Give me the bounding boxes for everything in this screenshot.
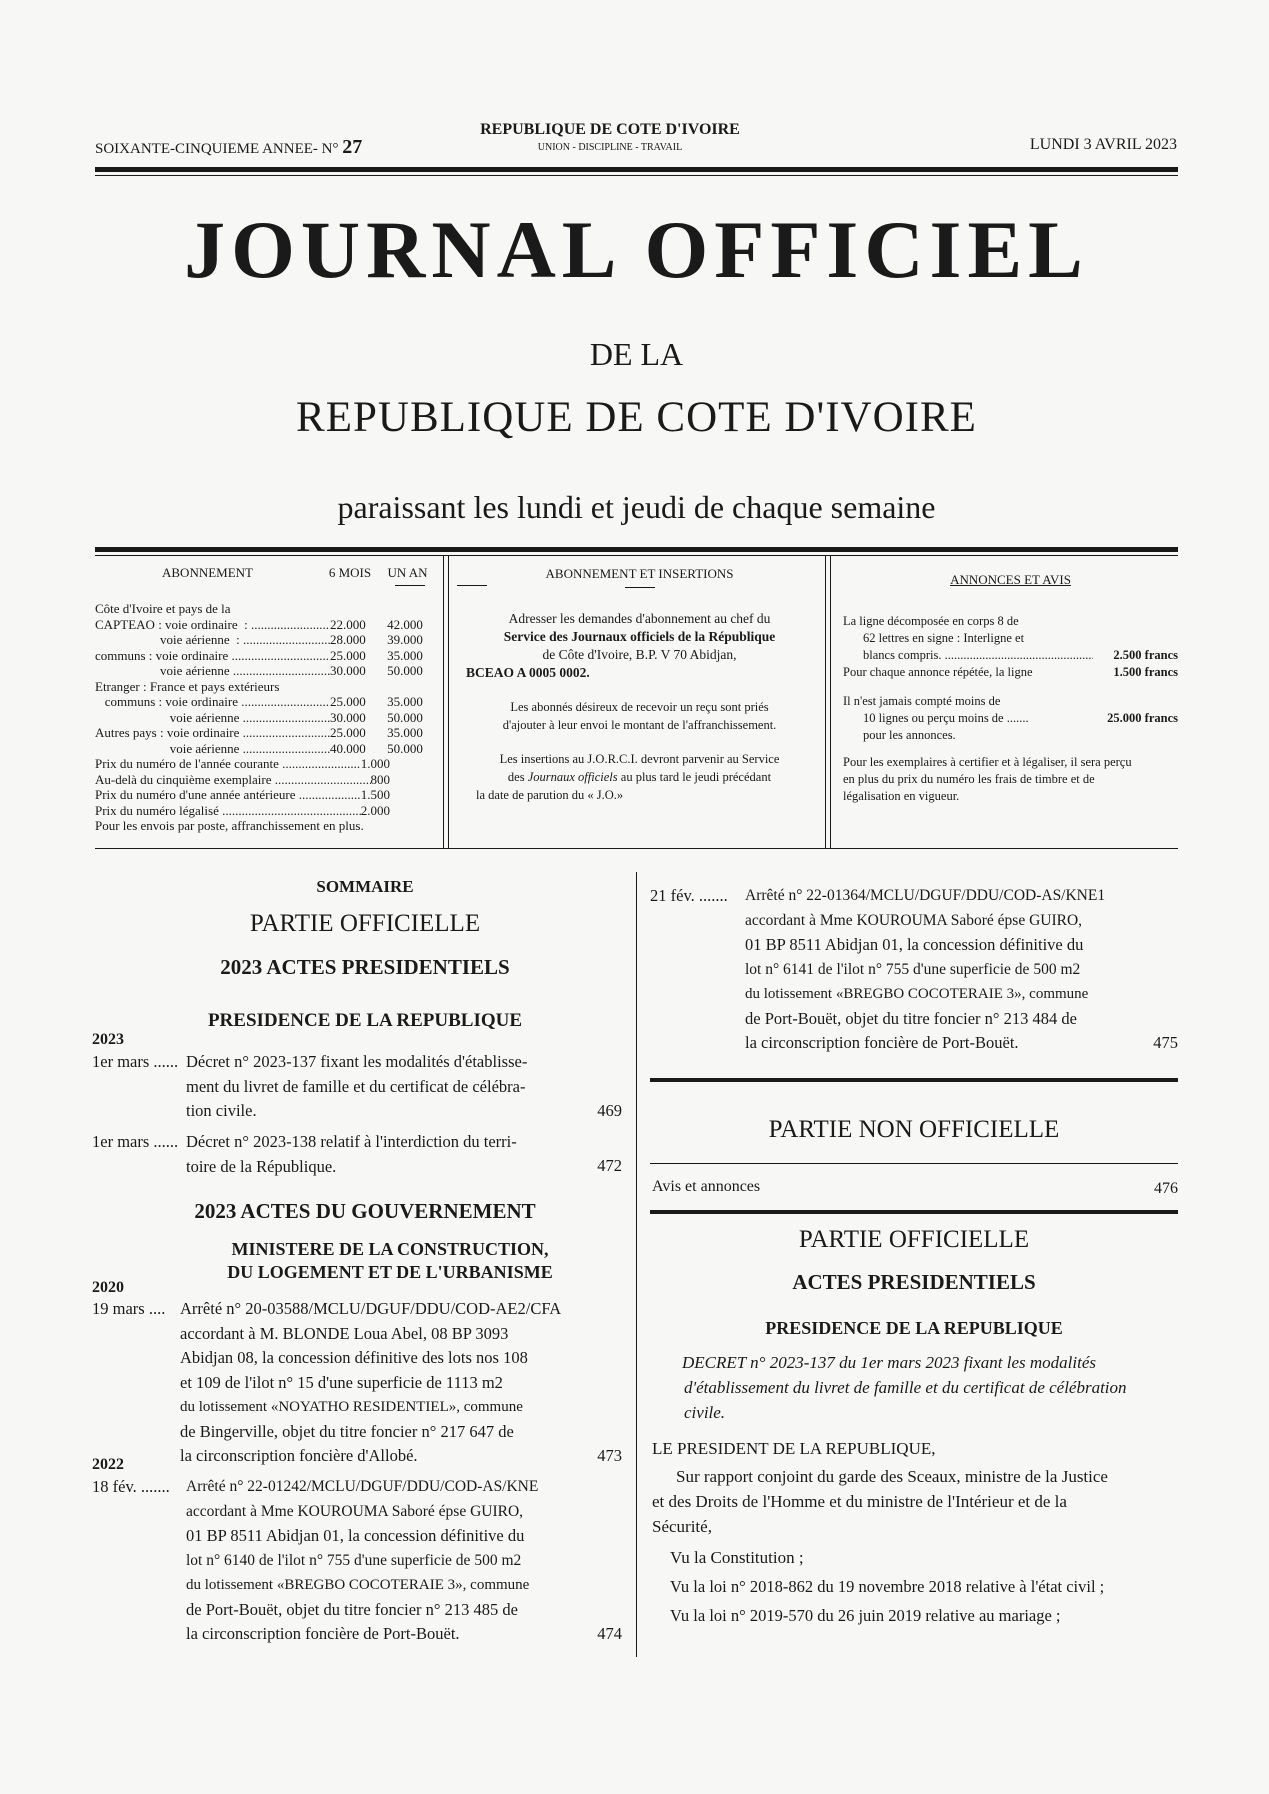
toc-line: tion civile. bbox=[186, 1101, 257, 1120]
toc-text bbox=[186, 1130, 586, 1179]
toc-page: 473 bbox=[597, 1446, 622, 1465]
toc-line: Décret n° 2023-137 fixant les modalités d'établisse- bbox=[186, 1052, 528, 1071]
insertions-p1-d: BCEAO A 0005 0002. bbox=[466, 665, 590, 680]
toc-date: 1er mars ...... bbox=[92, 1132, 179, 1151]
subscription-row-label: communs : voie ordinaire ..... bbox=[95, 648, 330, 664]
insertions-p2-a: Les abonnés désireux de recevoir un reçu sont priés bbox=[510, 700, 769, 714]
toc-date: 19 mars .... bbox=[92, 1299, 166, 1318]
insertions-header: ABONNEMENT ET INSERTIONS bbox=[545, 566, 734, 581]
toc-line: Arrêté n° 20-03588/MCLU/DGUF/DDU/COD-AE2/CFA bbox=[180, 1299, 562, 1318]
toc-line: et 109 de l'ilot n° 15 d'une superficie de 1113 m2 bbox=[180, 1372, 503, 1392]
toc-line: du lotissement «NOYATHO RESIDENTIEL», commune bbox=[180, 1399, 523, 1415]
subscription-header bbox=[95, 565, 435, 587]
subscription-row-6m: 25.000 bbox=[330, 725, 366, 740]
toc-line: la circonscription foncière de Port-Bouët. bbox=[745, 1033, 1019, 1052]
insertions-p3-b bbox=[462, 768, 817, 786]
subscription-row bbox=[95, 632, 435, 648]
right-rule-3 bbox=[650, 1210, 1178, 1214]
subscription-row-label: voie aérienne : ..... bbox=[95, 632, 330, 648]
sommaire-title: SOMMAIRE bbox=[316, 877, 414, 896]
subscription-row-label: voie aérienne ..... bbox=[95, 741, 330, 757]
subscription-prices bbox=[95, 756, 435, 818]
subscription-price-row bbox=[95, 772, 435, 788]
subscription-price-value: 1.000 bbox=[360, 756, 390, 771]
toc-line: Abidjan 08, la concession définitive des lots nos 108 bbox=[180, 1348, 528, 1367]
subscription-row-6m: 40.000 bbox=[330, 740, 366, 756]
annonces-l1: La ligne décomposée en corps 8 de bbox=[843, 614, 1019, 628]
subscription-box bbox=[95, 565, 435, 834]
subscription-row bbox=[95, 679, 435, 695]
subscription-price-row bbox=[95, 787, 435, 803]
annonces-l4: Pour chaque annonce répétée, la ligne bbox=[843, 665, 1033, 679]
annonces-l5: Il n'est jamais compté moins de bbox=[843, 694, 1001, 708]
subscription-row-1y: 50.000 bbox=[387, 740, 423, 756]
rapport-line-3: Sécurité, bbox=[652, 1517, 712, 1536]
toc-page: 472 bbox=[597, 1156, 622, 1175]
toc-page: 469 bbox=[597, 1101, 622, 1120]
subscription-row-6m: 22.000 bbox=[330, 616, 366, 632]
toc-entry-decret-137 bbox=[92, 1050, 622, 1125]
toc-line: lot n° 6140 de l'ilot n° 755 d'une superficie de 500 m2 bbox=[186, 1551, 522, 1569]
subscription-price-label: Prix du numéro d'une année antérieure ..... bbox=[95, 787, 361, 803]
column-divider bbox=[636, 872, 637, 1657]
subscription-row-label: voie aérienne ..... bbox=[95, 710, 330, 726]
subscription-row-1y: 50.000 bbox=[387, 709, 423, 725]
subscription-row-6m: 25.000 bbox=[330, 694, 366, 709]
subscription-row-label: voie aérienne ..... bbox=[95, 663, 330, 679]
subscription-col-6m: 6 MOIS bbox=[328, 565, 372, 580]
subscription-price-label: Prix du numéro légalisé ..... bbox=[95, 803, 361, 819]
annonces-l8-b: en plus du prix du numéro les frais de timbre et de bbox=[843, 772, 1095, 786]
annonces-l8-c: légalisation en vigueur. bbox=[843, 789, 960, 803]
subscription-row-6m: 30.000 bbox=[330, 709, 366, 725]
annonces-l6-row bbox=[843, 710, 1178, 727]
decret-title-line-1: DECRET n° 2023-137 du 1er mars 2023 fixant les modalités bbox=[682, 1353, 1097, 1372]
toc-line: 01 BP 8511 Abidjan 01, la concession définitive du bbox=[186, 1526, 525, 1545]
subscription-row-1y: 42.000 bbox=[387, 616, 423, 632]
ministere-line-1: MINISTERE DE LA CONSTRUCTION, bbox=[231, 1239, 549, 1259]
annonces-l6-price: 25.000 francs bbox=[1107, 711, 1178, 725]
subscription-row-1y: 35.000 bbox=[387, 694, 423, 709]
toc-line: du lotissement «BREGBO COCOTERAIE 3», commune bbox=[745, 986, 1089, 1002]
annonces-box bbox=[843, 565, 1178, 805]
republic-label: REPUBLIQUE DE COTE D'IVOIRE bbox=[480, 121, 740, 138]
toc-line: la circonscription foncière d'Allobé. bbox=[180, 1446, 418, 1465]
toc-text bbox=[186, 1050, 586, 1124]
subscription-row bbox=[95, 601, 435, 617]
annonces-l4-price: 1.500 francs bbox=[1113, 665, 1178, 679]
toc-line: 01 BP 8511 Abidjan 01, la concession définitive du bbox=[745, 935, 1084, 954]
subscription-row-1y: 35.000 bbox=[387, 725, 423, 740]
info-rule-top-thin bbox=[95, 555, 1178, 556]
subscription-row-6m: 28.000 bbox=[330, 632, 366, 647]
subscription-row-label: communs : voie ordinaire ..... bbox=[95, 694, 330, 710]
sommaire-actes-gouvernement: 2023 ACTES DU GOUVERNEMENT bbox=[194, 1199, 536, 1223]
subscription-price-label: Prix du numéro de l'année courante ..... bbox=[95, 756, 361, 772]
insertions-p3-c: la date de parution du « J.O.» bbox=[476, 788, 624, 802]
subscription-row-1y: 35.000 bbox=[387, 647, 423, 663]
insertions-p3-b-italic: Journaux officiels bbox=[527, 770, 618, 784]
subscription-price-row bbox=[95, 803, 435, 819]
info-divider-1b bbox=[448, 556, 449, 848]
toc-page: 475 bbox=[1153, 1033, 1178, 1052]
decret-title bbox=[652, 1350, 1180, 1425]
info-rule-bottom bbox=[95, 848, 1178, 849]
subscription-row bbox=[95, 648, 435, 664]
info-divider-2b bbox=[830, 556, 831, 848]
toc-line: de Bingerville, objet du titre foncier n° 217 647 de bbox=[180, 1421, 514, 1441]
info-divider-1 bbox=[443, 556, 444, 848]
toc-entry-decret-138 bbox=[92, 1130, 622, 1180]
decret-title-line-2: d'établissement du livret de famille et du certificat de célébration bbox=[684, 1378, 1127, 1397]
journal-title: JOURNAL OFFICIEL bbox=[184, 204, 1089, 295]
subscription-footer: Pour les envois par poste, affranchissement en plus. bbox=[95, 818, 364, 833]
toc-entry-arrete-22-01242 bbox=[92, 1475, 622, 1647]
avis-et-annonces: Avis et annonces bbox=[652, 1178, 761, 1195]
subscription-row-1y: 39.000 bbox=[387, 632, 423, 647]
subscription-price-value: 1.500 bbox=[360, 787, 390, 802]
toc-line: Arrêté n° 22-01242/MCLU/DGUF/DDU/COD-AS/KNE bbox=[186, 1478, 539, 1495]
toc-text bbox=[745, 884, 1135, 1056]
info-rule-top bbox=[95, 547, 1178, 552]
toc-line: la circonscription foncière de Port-Bouët. bbox=[186, 1624, 460, 1643]
info-divider-2 bbox=[825, 556, 826, 848]
annonces-l6: 10 lignes ou perçu moins de ..... bbox=[863, 710, 1028, 727]
toc-line: du lotissement «BREGBO COCOTERAIE 3», commune bbox=[186, 1577, 530, 1593]
avis-page: 476 bbox=[1154, 1180, 1178, 1197]
year-2020: 2020 bbox=[92, 1279, 124, 1296]
body-actes-presidentiels: ACTES PRESIDENTIELS bbox=[792, 1270, 1036, 1294]
masthead-rule-top bbox=[95, 167, 1178, 172]
toc-line: lot n° 6141 de l'ilot n° 755 d'une superficie de 500 m2 bbox=[745, 960, 1081, 978]
subscription-col-1y: UN AN bbox=[387, 565, 428, 580]
masthead-rule-top-thin bbox=[95, 175, 1178, 176]
right-rule-2 bbox=[650, 1163, 1178, 1164]
frequency: paraissant les lundi et jeudi de chaque semaine bbox=[337, 489, 936, 525]
toc-line: Décret n° 2023-138 relatif à l'interdiction du terri- bbox=[186, 1132, 517, 1151]
toc-page: 474 bbox=[597, 1624, 622, 1643]
insertions-p2-b: d'ajouter à leur envoi le montant de l'affranchissement. bbox=[502, 718, 777, 732]
toc-text bbox=[180, 1297, 580, 1469]
vu-loi-2019: Vu la loi n° 2019-570 du 26 juin 2019 relative au mariage ; bbox=[670, 1606, 1061, 1625]
toc-line: accordant à Mme KOUROUMA Saboré épse GUIRO, bbox=[745, 911, 1083, 929]
subscription-price-label: Au-delà du cinquième exemplaire ..... bbox=[95, 772, 371, 788]
subscription-row-label: Autres pays : voie ordinaire ..... bbox=[95, 725, 330, 741]
subscription-rows bbox=[95, 601, 435, 756]
annonces-l3-price: 2.500 francs bbox=[1113, 648, 1178, 662]
toc-date: 18 fév. ....... bbox=[92, 1477, 170, 1496]
toc-line: de Port-Bouët, objet du titre foncier n° 213 485 de bbox=[186, 1599, 518, 1619]
subscription-price-row bbox=[95, 756, 435, 772]
body-text bbox=[652, 1436, 1180, 1628]
subscription-row bbox=[95, 663, 435, 679]
body-presidence: PRESIDENCE DE LA REPUBLIQUE bbox=[765, 1318, 1063, 1338]
annonces-l3: blancs compris. ..... bbox=[863, 647, 1093, 664]
vu-loi-2018: Vu la loi n° 2018-862 du 19 novembre 2018 relative à l'état civil ; bbox=[670, 1577, 1105, 1596]
president-line: LE PRESIDENT DE LA REPUBLIQUE, bbox=[652, 1439, 936, 1458]
insertions-p1-b: Service des Journaux officiels de la République bbox=[503, 629, 776, 644]
subscription-price-value: 800 bbox=[370, 771, 390, 787]
issue-label: SOIXANTE-CINQUIEME ANNEE- N° bbox=[95, 141, 339, 157]
right-rule-1 bbox=[650, 1078, 1178, 1082]
annonces-l2: 62 lettres en signe : Interligne et bbox=[863, 631, 1025, 645]
rapport-line-2: et des Droits de l'Homme et du ministre de l'Intérieur et de la bbox=[652, 1492, 1067, 1511]
year-2022: 2022 bbox=[92, 1456, 124, 1473]
annonces-l4-row bbox=[843, 664, 1178, 681]
toc-date: 21 fév. ....... bbox=[650, 886, 728, 905]
toc-text bbox=[186, 1475, 586, 1647]
toc-line: accordant à Mme KOUROUMA Saboré épse GUIRO, bbox=[186, 1502, 524, 1520]
subscription-row bbox=[95, 694, 435, 710]
sommaire-presidence: PRESIDENCE DE LA REPUBLIQUE bbox=[207, 1010, 523, 1031]
subscription-row-label: Côte d'Ivoire et pays de la bbox=[95, 601, 231, 616]
motto: UNION - DISCIPLINE - TRAVAIL bbox=[537, 142, 683, 153]
issue-number bbox=[95, 136, 362, 159]
issue-number-value: 27 bbox=[342, 136, 363, 158]
sommaire-actes-presidentiels: 2023 ACTES PRESIDENTIELS bbox=[220, 955, 510, 979]
toc-entry-arrete-20-03588 bbox=[92, 1297, 622, 1469]
annonces-header: ANNONCES ET AVIS bbox=[950, 572, 1071, 587]
subscription-row-6m: 30.000 bbox=[330, 663, 366, 678]
body-partie-officielle: PARTIE OFFICIELLE bbox=[798, 1226, 1030, 1253]
insertions-p1-c: de Côte d'Ivoire, B.P. V 70 Abidjan, bbox=[542, 647, 737, 662]
ministere-line-2: DU LOGEMENT ET DE L'URBANISME bbox=[227, 1262, 553, 1282]
annonces-l8-a: Pour les exemplaires à certifier et à légaliser, il sera perçu bbox=[843, 755, 1132, 769]
subtitle-de-la: DE LA bbox=[589, 336, 684, 372]
subtitle-republique: REPUBLIQUE DE COTE D'IVOIRE bbox=[296, 394, 977, 441]
toc-line: de Port-Bouët, objet du titre foncier n° 213 484 de bbox=[745, 1008, 1077, 1028]
subscription-row-label: Etranger : France et pays extérieurs bbox=[95, 678, 280, 694]
subscription-row bbox=[95, 725, 435, 741]
decret-title-line-3: civile. bbox=[684, 1403, 726, 1422]
sommaire-partie-officielle: PARTIE OFFICIELLE bbox=[249, 910, 481, 937]
rapport-line-1: Sur rapport conjoint du garde des Sceaux, ministre de la Justice bbox=[676, 1467, 1108, 1486]
insertions-p1-a: Adresser les demandes d'abonnement au chef du bbox=[508, 611, 771, 626]
subscription-row-1y: 50.000 bbox=[387, 663, 423, 678]
subscription-row bbox=[95, 741, 435, 757]
toc-line: Arrêté n° 22-01364/MCLU/DGUF/DDU/COD-AS/KNE1 bbox=[745, 887, 1106, 904]
subscription-header-label: ABONNEMENT bbox=[162, 565, 253, 580]
issue-date: LUNDI 3 AVRIL 2023 bbox=[1029, 136, 1177, 153]
toc-entry-arrete-22-01364 bbox=[650, 884, 1180, 1056]
subscription-price-value: 2.000 bbox=[360, 802, 390, 818]
vu-constitution: Vu la Constitution ; bbox=[670, 1548, 804, 1567]
toc-line: toire de la République. bbox=[186, 1156, 337, 1176]
subscription-row bbox=[95, 710, 435, 726]
insertions-p3-b-pre: des bbox=[507, 770, 528, 784]
col-6m-rule bbox=[395, 585, 425, 586]
subscription-row-6m: 25.000 bbox=[330, 647, 366, 663]
annonces-l7: pour les annonces. bbox=[863, 728, 956, 742]
subscription-row-label: CAPTEAO : voie ordinaire : ..... bbox=[95, 617, 330, 633]
annonces-l3-row bbox=[843, 647, 1178, 664]
insertions-box bbox=[462, 565, 817, 804]
insertions-p3-a: Les insertions au J.O.R.C.I. devront parvenir au Service bbox=[499, 752, 780, 766]
insertions-p3-b-post: au plus tard le jeudi précédant bbox=[617, 770, 772, 784]
toc-line: accordant à M. BLONDE Loua Abel, 08 BP 3093 bbox=[180, 1323, 509, 1343]
toc-date: 1er mars ...... bbox=[92, 1052, 179, 1071]
partie-non-officielle: PARTIE NON OFFICIELLE bbox=[768, 1116, 1060, 1143]
subscription-row bbox=[95, 617, 435, 633]
toc-line: ment du livret de famille et du certificat de célébra- bbox=[186, 1076, 526, 1096]
year-2023: 2023 bbox=[92, 1031, 124, 1048]
